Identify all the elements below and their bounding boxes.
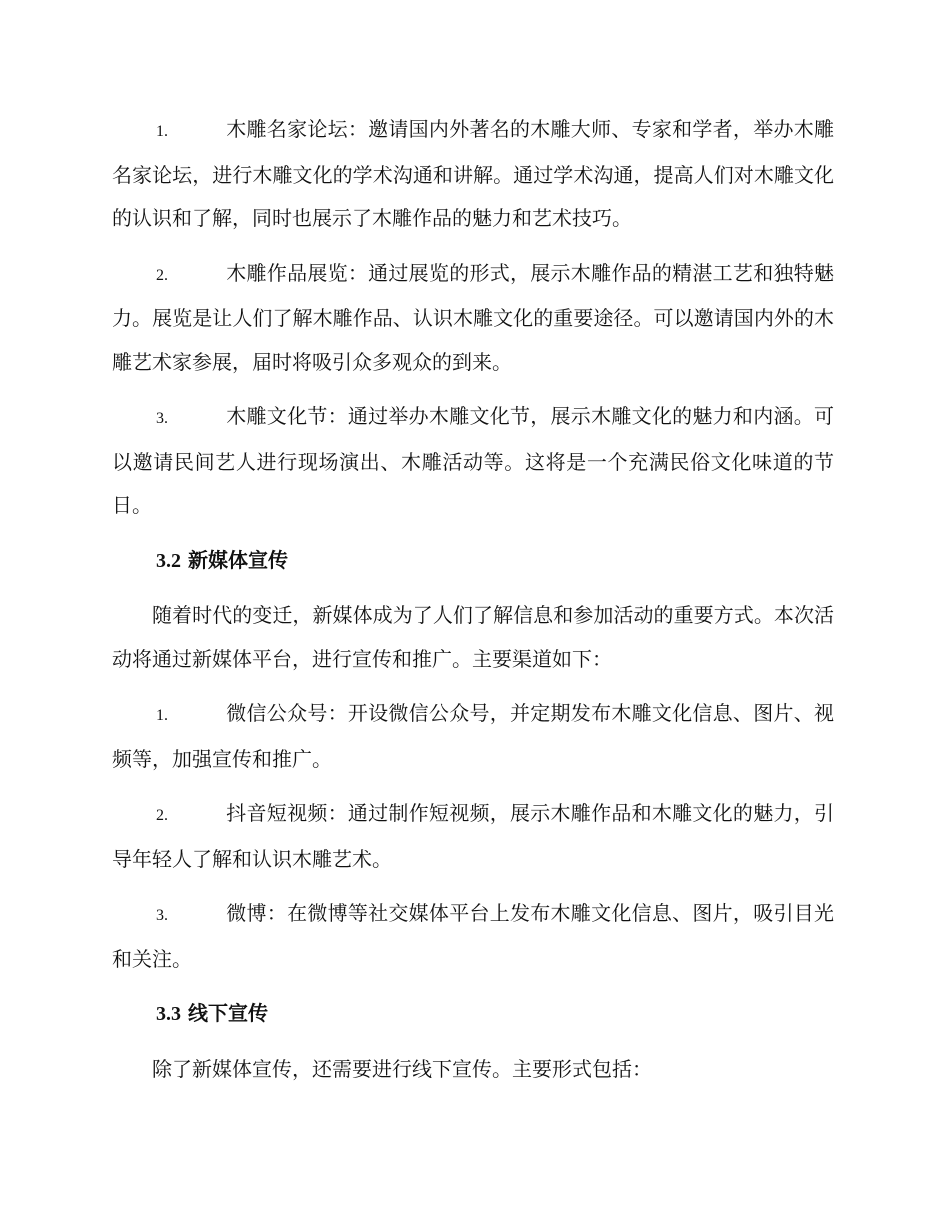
list-item-douyin: [112, 792, 834, 881]
list-number: 3.: [156, 410, 168, 427]
list-number: 1.: [156, 707, 168, 724]
list-text: 微信公众号：开设微信公众号，并定期发布木雕文化信息、图片、视频等，加强宣传和推广。: [112, 701, 834, 771]
list-text: 抖音短视频：通过制作短视频，展示木雕作品和木雕文化的魅力，引导年轻人了解和认识木雕艺术。: [112, 801, 834, 871]
list-text: 木雕文化节：通过举办木雕文化节，展示木雕文化的魅力和内涵。可以邀请民间艺人进行现场演出、木雕活动等。这将是一个充满民俗文化味道的节日。: [112, 404, 834, 517]
list-text: 微博：在微博等社交媒体平台上发布木雕文化信息、图片，吸引目光和关注。: [112, 901, 834, 971]
list-number: 2.: [156, 807, 168, 824]
paragraph-offline-intro: 除了新媒体宣传，还需要进行线下宣传。主要形式包括：: [152, 1056, 652, 1081]
list-number: 2.: [156, 266, 168, 284]
heading-title: 线下宣传: [187, 1001, 268, 1025]
heading-number: 3.3: [156, 1003, 181, 1025]
heading-number: 3.2: [156, 549, 181, 572]
list-item-festival: [112, 395, 834, 528]
section-heading-new-media: [112, 539, 834, 584]
list-item-wechat: [112, 692, 834, 781]
list-item-forum: [112, 108, 834, 241]
section-heading-offline: [112, 992, 834, 1037]
paragraph-new-media-intro: 随着时代的变迁，新媒体成为了人们了解信息和参加活动的重要方式。本次活动将通过新媒体平台，进行宣传和推广。主要渠道如下：: [112, 603, 834, 671]
list-item-exhibition: [112, 252, 834, 385]
heading-title: 新媒体宣传: [187, 547, 288, 572]
list-text: 木雕作品展览：通过展览的形式，展示木雕作品的精湛工艺和独特魅力。展览是让人们了解木雕作品、认识木雕文化的重要途径。可以邀请国内外的木雕艺术家参展，届时将吸引众多观众的到来。: [112, 260, 834, 374]
list-item-weibo: [112, 892, 834, 981]
list-text: 木雕名家论坛：邀请国内外著名的木雕大师、专家和学者，举办木雕名家论坛，进行木雕文化的学术沟通和讲解。通过学术沟通，提高人们对木雕文化的认识和了解，同时也展示了木雕作品的魅力和艺术技巧。: [112, 117, 834, 230]
list-number: 1.: [156, 123, 168, 140]
document-body: [112, 108, 834, 1102]
list-number: 3.: [156, 907, 168, 924]
